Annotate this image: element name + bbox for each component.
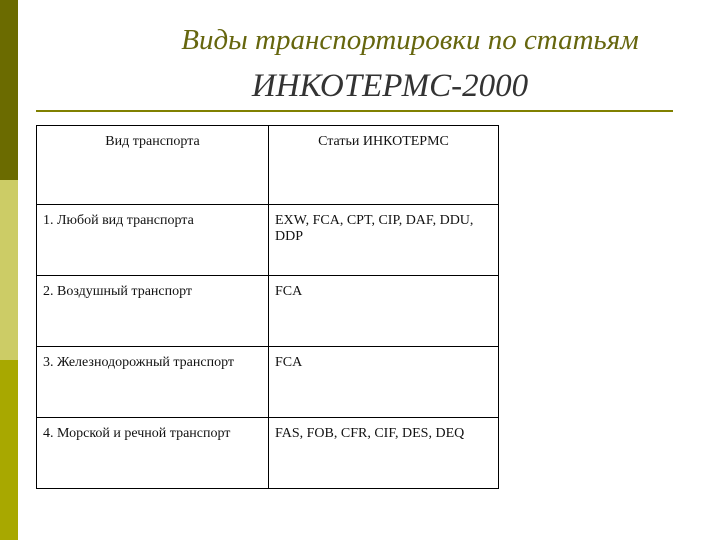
table-row [37,347,499,418]
cell-terms: FCA [269,276,499,347]
cell-transport: 2. Воздушный транспорт [37,276,269,347]
cell-transport: 3. Железнодорожный транспорт [37,347,269,418]
accent-bar-bottom [0,360,18,540]
accent-bar-middle [0,180,18,360]
header-terms: Статьи ИНКОТЕРМС [269,126,499,205]
slide-title-line2: ИНКОТЕРМС-2000 [251,68,529,104]
table-row [37,418,499,489]
slide-title-line1: Виды транспортировки по статьям [181,24,639,56]
cell-transport: 4. Морской и речной транспорт [37,418,269,489]
header-transport: Вид транспорта [37,126,269,205]
incoterms-table [36,125,499,489]
accent-bar-top [0,0,18,180]
cell-transport: 1. Любой вид транспорта [37,205,269,276]
cell-terms: EXW, FCA, CPT, CIP, DAF, DDU, DDP [269,205,499,276]
cell-terms: FCA [269,347,499,418]
table-row [37,276,499,347]
table-row [37,205,499,276]
title-divider [36,110,673,112]
table-header-row [37,126,499,205]
cell-terms: FAS, FOB, CFR, CIF, DES, DEQ [269,418,499,489]
